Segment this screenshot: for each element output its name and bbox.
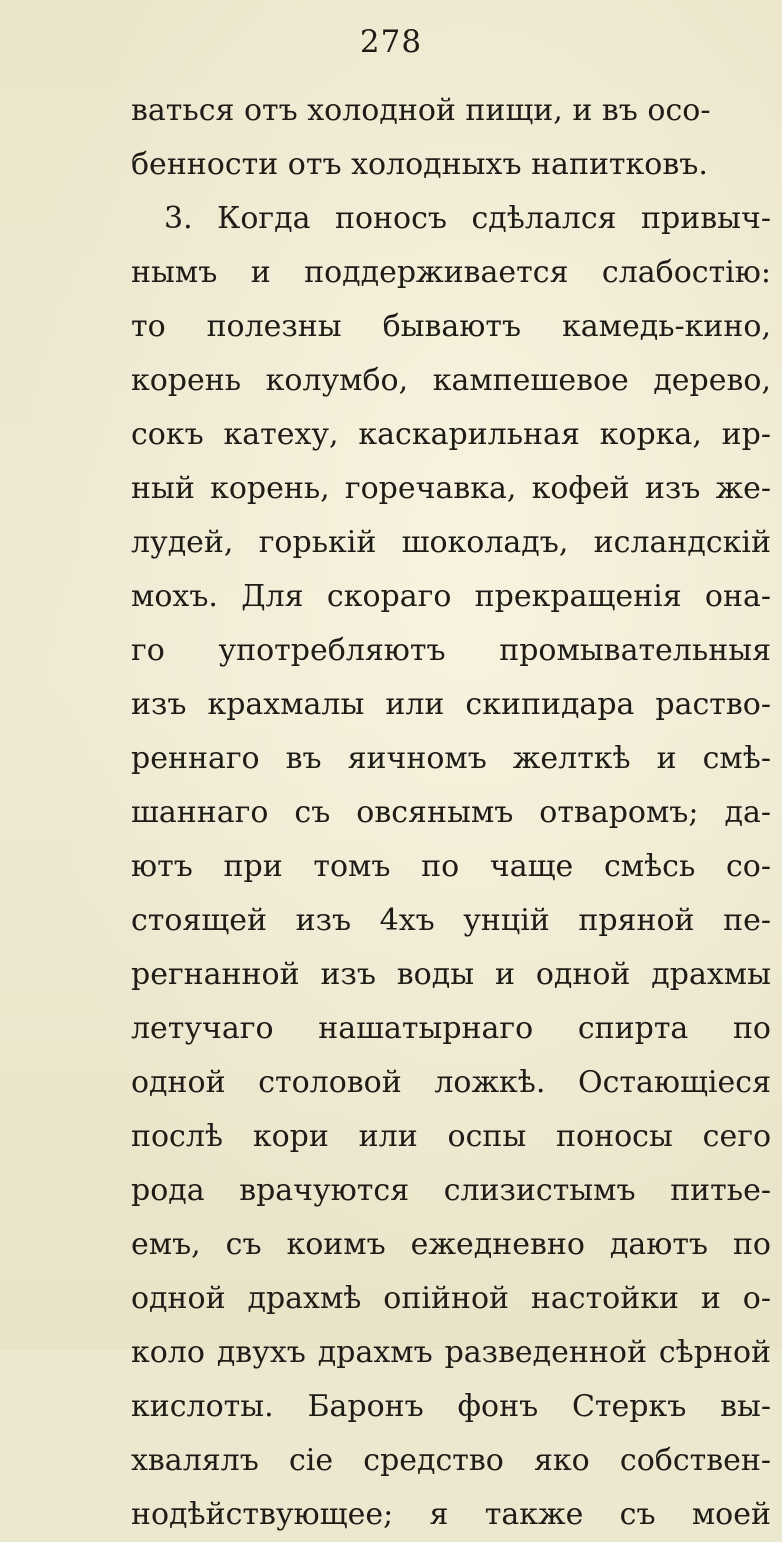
text-line: шаннаго съ овсянымъ отваромъ; да-	[131, 795, 771, 830]
text-line: ваться отъ холодной пищи, и въ осо-	[131, 93, 711, 128]
text-line: послѣ кори или оспы поносы сего	[131, 1119, 771, 1154]
text-line: летучаго нашатырнаго спирта по	[131, 1011, 771, 1046]
text-line: кислоты. Баронъ фонъ Стеркъ вы-	[131, 1389, 771, 1424]
text-line: хвалялъ сіе средство яко собствен-	[131, 1443, 771, 1478]
text-line: бенности отъ холодныхъ напитковъ.	[131, 147, 708, 182]
text-line: реннаго въ яичномъ желткѣ и смѣ-	[131, 741, 771, 776]
page-number: 278	[359, 24, 423, 60]
text-line: ютъ при томъ по чаще смѣсь со-	[131, 849, 771, 884]
text-line: лудей, горькій шоколадъ, исландскій	[131, 525, 771, 560]
text-line: регнанной изъ воды и одной драхмы	[131, 957, 771, 992]
text-line: то полезны бываютъ камедь-кино,	[131, 309, 771, 344]
text-line: рода врачуются слизистымъ питье-	[131, 1173, 771, 1208]
text-line: сокъ катеху, каскарильная корка, ир-	[131, 417, 771, 452]
text-line: изъ крахмалы или скипидара раство-	[131, 687, 771, 722]
text-line: коло двухъ драхмъ разведенной сѣрной	[131, 1335, 771, 1370]
text-line: одной драхмѣ опійной настойки и о-	[131, 1281, 771, 1316]
text-line: ный корень, горечавка, кофей изъ же-	[131, 471, 771, 506]
text-line: корень колумбо, кампешевое дерево,	[131, 363, 771, 398]
body-text	[131, 84, 771, 1542]
text-line: го употребляютъ промывательныя	[131, 633, 771, 668]
text-line: нодѣйствующее; я также съ моей	[131, 1497, 771, 1532]
text-line: стоящей изъ 4хъ унцій пряной пе-	[131, 903, 771, 938]
paragraph-start-line: 3. Когда поносъ сдѣлался привыч-	[164, 201, 771, 236]
text-line: одной столовой ложкѣ. Остающіеся	[131, 1065, 771, 1100]
text-line: нымъ и поддерживается слабостію:	[131, 255, 771, 290]
text-line: емъ, съ коимъ ежедневно даютъ по	[131, 1227, 771, 1262]
text-line: мохъ. Для скораго прекращенія она-	[131, 579, 771, 614]
